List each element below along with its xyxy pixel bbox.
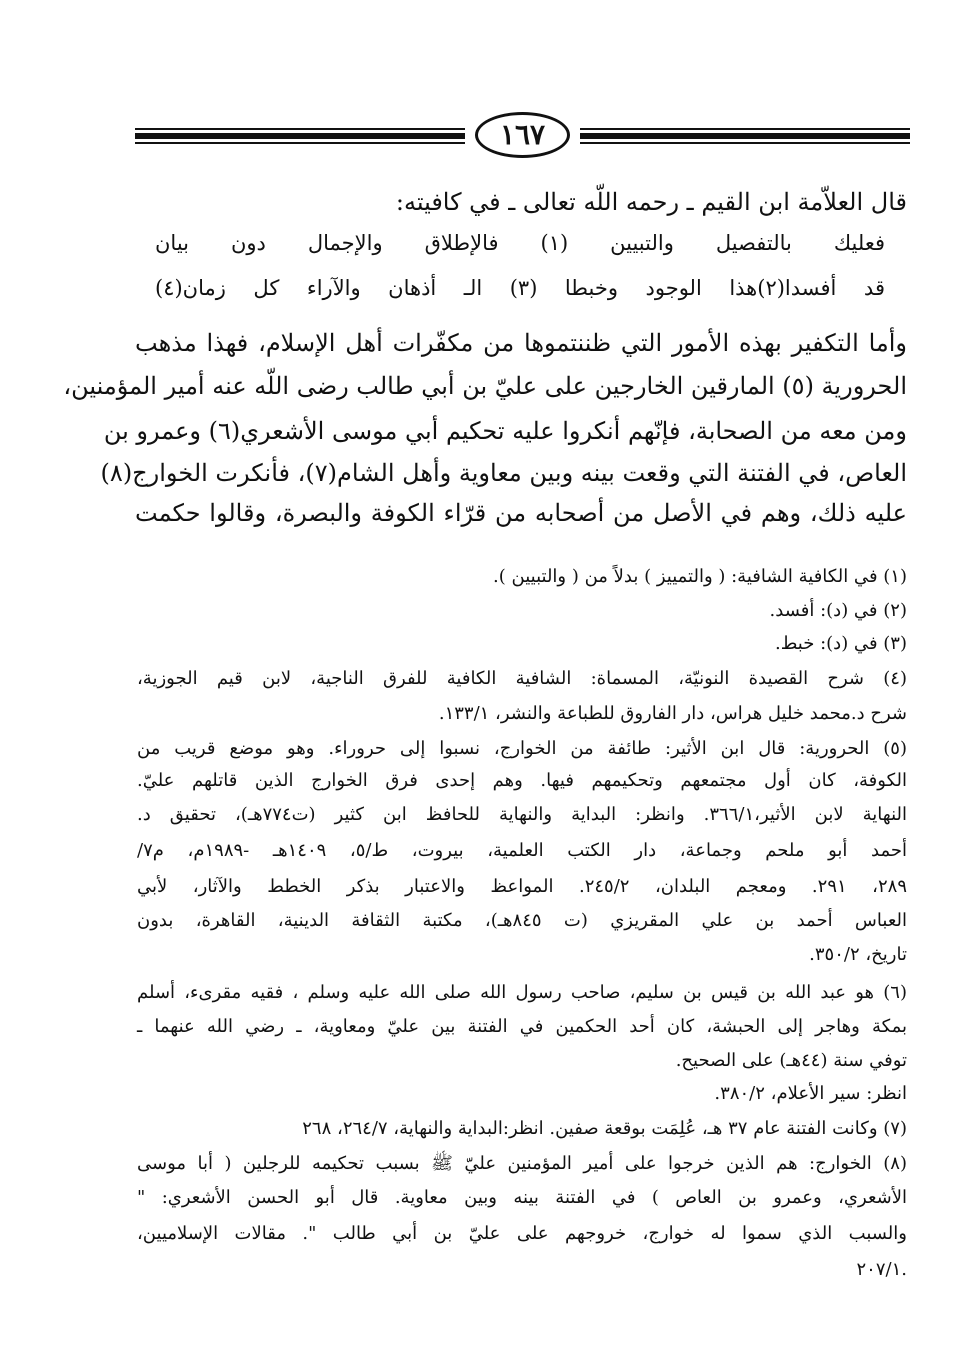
page-header <box>135 112 910 162</box>
footnote-5: (٥) الحرورية: قال ابن الأثير: طائفة من الخوارج، نسبوا إلى حروراء. وهو موضع قريب من <box>137 738 907 759</box>
header-rule-left <box>135 128 465 148</box>
page-number: ١٦٧ <box>475 112 570 158</box>
footnote-4-cont: شرح د.محمد خليل هراس، دار الفاروق للطباعة والنشر، ١٣٣/١. <box>438 703 907 724</box>
footnote-5-cont: الكوفة، كان أول مجتمعهم وتحكيمهم فيها. وهم إحدى فرق الخوارج الذين قاتلهم عليّ. <box>137 770 907 791</box>
footnote-2: (٢) في (د): أفسد. <box>769 600 907 621</box>
footnote-4: (٤) شرح القصيدة النونيّة، المسماة: الشافية الكافية للفرق الناجية، لابن قيم الجوزية، <box>137 668 907 689</box>
footnote-6-cont: انظر: سير الأعلام، ٣٨٠/٢. <box>714 1083 907 1104</box>
footnote-8-cont: والسبب الذي سموا له خوارج، خروجهم على عليّ بن أبي طالب ". مقالات الإسلاميين، <box>137 1223 907 1244</box>
verse-line-1: فعليك بالتفصيل والتبيين (١) فالإطلاق والإجمال دون بيان <box>155 231 885 255</box>
verse-line-2: قد أفسدا(٢)هذا الوجود وخبطا (٣) الـ أذهان والآراء كل زمان(٤) <box>155 276 885 300</box>
footnote-7: (٧) وكانت الفتنة عام ٣٧ هـ، عُلِمَت بوقعة صفين. انظر:البداية والنهاية، ٢٦٤/٧، ٢٦٨ <box>302 1118 907 1139</box>
footnote-8-cont: .٢٠٧/١ <box>856 1259 907 1280</box>
footnote-5-cont: النهاية لابن الأثير،٣٦٦/١. وانظر: البداية والنهاية للحافظ ابن كثير (ت٧٧٤هـ)، تحقيق د. <box>137 804 907 825</box>
footnote-5-cont: ٢٨٩، ٢٩١. ومعجم البلدان، ٢٤٥/٢. المواعظ والاعتبار بذكر الخطط والآثار، لأبي <box>137 876 908 897</box>
intro-line: قال العلاّمة ابن القيم ـ رحمه اللّه تعالى ـ في كافيته: <box>395 188 907 216</box>
header-rule-right <box>580 128 910 148</box>
footnote-6: (٦) هو عبد الله بن قيس بن سليم، صاحب رسول الله صلى الله عليه وسلم ، فقيه مقرىء، أسلم <box>137 982 907 1003</box>
paragraph-line: ومن معه من الصحابة، فإنّهم أنكروا عليه تحكيم أبي موسى الأشعري(٦) وعمرو بن <box>103 417 907 445</box>
paragraph-line: عليه ذلك، وهم في الأصل من أصحابه من قرّاء الكوفة والبصرة، وقالوا حكمت <box>135 499 907 527</box>
paragraph-line: الحرورية (٥) المارقين الخارجين على عليّ بن أبي طالب رضى اللّه عنه أمير المؤمنين، <box>63 372 907 400</box>
footnote-3: (٣) في (د): خبط. <box>775 633 907 654</box>
footnote-5-cont: تاريخ، ٣٥٠/٢. <box>809 944 907 965</box>
footnote-6-cont: توفي سنة (٤٤هـ) على الصحيح. <box>675 1050 907 1071</box>
footnote-8: (٨) الخوارج: هم الذين خرجوا على أمير المؤمنين عليّ ﷺ بسبب تحكيمه للرجلين ( أبا موسى <box>137 1153 907 1174</box>
paragraph-line: العاص، في الفتنة التي وقعت بينه وبين معاوية وأهل الشام(٧)، فأنكرت الخوارج(٨) <box>100 459 907 487</box>
footnote-5-cont: أحمد أبو ملحم وجماعة، دار الكتب العلمية، بيروت، ط/٥، ١٤٠٩هـ -١٩٨٩م، م٧/ <box>137 840 908 861</box>
footnote-5-cont: العباس أحمد بن علي المقريزي (ت ٨٤٥هـ)، مكتبة الثقافة الدينية، القاهرة، بدون <box>137 910 907 931</box>
footnote-8-cont: الأشعري، وعمرو بن العاص ) في الفتنة بينه وبين معاوية. قال أبو الحسن الأشعري: " <box>137 1187 907 1208</box>
paragraph-line: وأما التكفير بهذه الأمور التي ظننتموها من مكفّرات أهل الإسلام، فهذا مذهب <box>135 329 907 357</box>
footnote-1: (١) في الكافية الشافية: ( والتمييز ) بدلاً من ( والتبيين ). <box>493 566 907 587</box>
footnote-6-cont: بمكة وهاجر إلى الحبشة، كان أحد الحكمين في الفتنة بين عليّ ومعاوية، ـ رضي الله عنهما ـ <box>137 1016 907 1037</box>
